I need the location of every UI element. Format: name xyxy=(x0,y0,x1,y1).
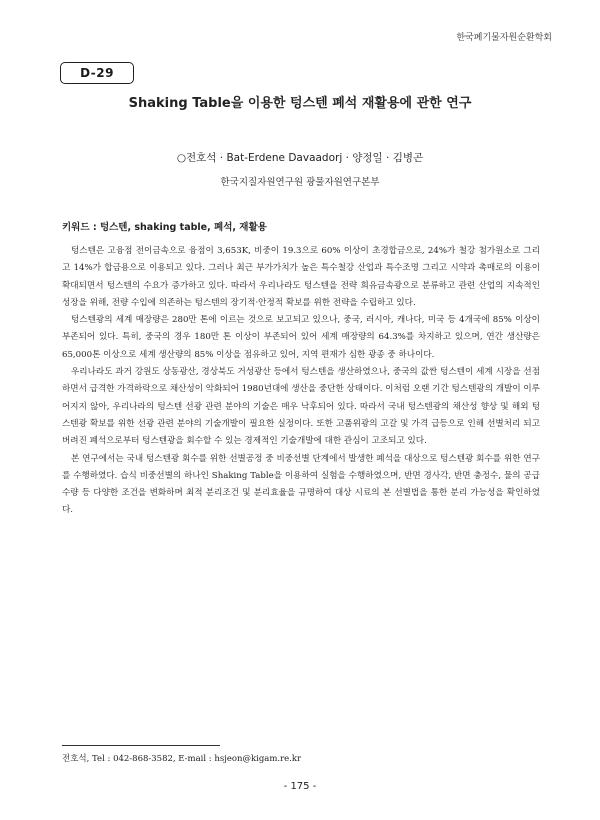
header-society-name: 한국폐기물자원순환학회 xyxy=(456,33,552,43)
body-paragraph-1: 텅스텐은 고융점 전이금속으로 융점이 3,653K, 비중이 19.3으로 60% 이상이 초경합금으로, 24%가 철강 첨가원소로 그리고 14%가 합금용으로 이용되고 있다. 그러나 최근 부가가치가 높은 특수철강 산업과 특수조명 그리고 시약과 촉매로의 이용이 확대되면서 텅스텐의 수요가 증가하고 있다. 따라서 우리나라도 텅스텐을 전략 희유금속광으로 분류하고 관련 산업의 지속적인 성장을 위해, 전량 수입에 의존하는 텅스텐의 장기적·안정적 확보를 위한 전략을 수립하고 있다. xyxy=(62,246,540,308)
footnote-divider xyxy=(62,745,220,746)
page-number: - 175 - xyxy=(283,781,317,792)
footnote-contact: 전호석, Tel : 042-868-3582, E-mail : hsjeon@kigam.re.kr xyxy=(62,754,302,764)
session-code-badge: D-29 xyxy=(60,62,134,84)
body-paragraph-3: 우리나라도 과거 강원도 상동광산, 경상북도 거성광산 등에서 텅스텐을 생산하였으나, 중국의 값싼 텅스텐이 세계 시장을 선점하면서 급격한 가격하락으로 채산성이 악화되어 1980년대에 생산을 중단한 상태이다. 이처럼 오랜 기간 텅스텐광의 개발이 이루어지지 않아, 우리나라의 텅스텐 선광 관련 분야의 기술은 매우 낙후되어 있다. 따라서 국내 텅스텐광의 채산성 향상 및 해외 텅스텐광 확보를 위한 선광 관련 분야의 기술개발이 필요한 실정이다. 또한 고품위광의 고갈 및 가격 급등으로 인해 선별처리 되고 버려진 폐석으로부터 텅스텐광을 회수할 수 있는 경제적인 기술개발에 대한 관심이 고조되고 있다. xyxy=(62,367,540,447)
author-affiliation: 한국지질자원연구원 광물자원연구본부 xyxy=(220,177,380,188)
body-paragraph-4: 본 연구에서는 국내 텅스텐광 회수를 위한 선별공정 중 비중선별 단계에서 발생한 폐석을 대상으로 텅스텐광 회수를 위한 연구를 수행하였다. 습식 비중선별의 하나인 Shaking Table을 이용하여 실험을 수행하였으며, 반면 경사각, 반면 충정수, 물의 공급수량 등 다양한 조건을 변화하며 최적 분리조건 및 분리효율을 규명하여 대상 시료의 본 선별법을 통한 분리 가능성을 확인하였다. xyxy=(62,453,540,516)
body-paragraph-2: 텅스텐광의 세계 매장량은 280만 톤에 이르는 것으로 보고되고 있으나, 중국, 러시아, 캐나다, 미국 등 4개국에 85% 이상이 부존되어 있다. 특히, 중국의 경우 180만 톤 이상이 부존되어 있어 세계 매장량의 64.3%를 차지하고 있으며, 연간 생산량은 65,000톤 이상으로 세계 생산량의 85% 이상을 점유하고 있어, 지역 편재가 심한 광종 중 하나이다. xyxy=(62,315,540,360)
paper-title: Shaking Table을 이용한 텅스텐 폐석 재활용에 관한 연구 xyxy=(128,96,472,111)
author-list: ○전호석 · Bat-Erdene Davaadorj · 양정일 · 김병곤 xyxy=(176,152,424,164)
keywords-line: 키워드 : 텅스텐, shaking table, 폐석, 재활용 xyxy=(62,222,267,233)
abstract-body xyxy=(62,243,540,520)
